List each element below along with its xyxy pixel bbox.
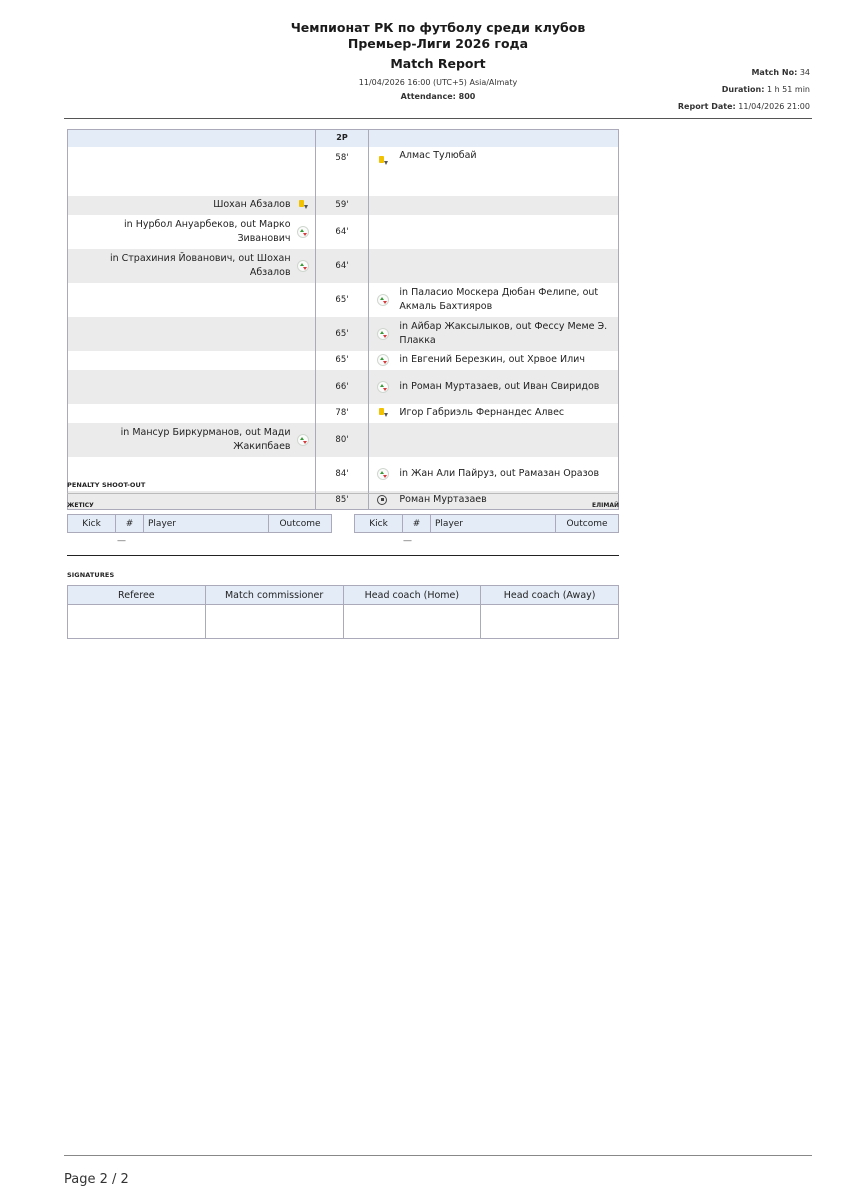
events-header-home: [68, 130, 316, 147]
event-row: [68, 249, 619, 283]
event-home: [68, 283, 316, 317]
competition-title: Чемпионат РК по футболу среди клубов: [290, 20, 586, 35]
penalty-section-title: PENALTY SHOOT-OUT: [67, 481, 146, 489]
event-home: [68, 351, 316, 370]
event-minute: 65': [315, 283, 369, 317]
sig-away-coach-box: [481, 605, 619, 639]
penalty-away-header: [355, 515, 619, 533]
event-away: [369, 147, 619, 196]
event-home: [68, 423, 316, 457]
substitution-icon: [297, 226, 309, 238]
event-away: [369, 283, 619, 317]
event-away-text: Игор Габриэль Фернандес Алвес: [399, 407, 565, 418]
event-home-text: in Мансур Биркурманов, out Мади Жакипбаев: [120, 426, 291, 452]
event-home: [68, 249, 316, 283]
signatures-blank-row: [68, 605, 619, 639]
event-home: [68, 317, 316, 351]
page-number: Page 2 / 2: [64, 1172, 129, 1187]
event-home: [68, 404, 316, 423]
event-minute: 65': [315, 351, 369, 370]
sig-away-coach: Head coach (Away): [481, 586, 619, 605]
col-number: #: [116, 515, 144, 533]
sig-commissioner-box: [205, 605, 343, 639]
event-row: [68, 215, 619, 249]
events-header-period: 2P: [315, 130, 369, 147]
event-away: [369, 457, 619, 491]
event-away: [369, 351, 619, 370]
col-outcome: Outcome: [556, 515, 619, 533]
event-home: [68, 215, 316, 249]
event-home-text: in Нурбол Ануарбеков, out Марко Зиванович: [124, 218, 291, 244]
penalty-away-empty: —: [403, 536, 412, 546]
report-subtitle: Match Report: [390, 56, 486, 71]
event-row: [68, 283, 619, 317]
match-meta: [678, 64, 810, 115]
event-away-text: in Роман Муртазаев, out Иван Свиридов: [399, 380, 600, 392]
penalty-home-header: [68, 515, 332, 533]
event-away-text: in Жан Али Пайруз, out Рамазан Оразов: [399, 467, 600, 479]
event-row: [68, 147, 619, 196]
col-player: Player: [431, 515, 556, 533]
event-away: [369, 317, 619, 351]
col-kick: Kick: [68, 515, 116, 533]
signatures-section-title: SIGNATURES: [67, 571, 115, 579]
events-table: [67, 129, 619, 510]
event-away-text: Роман Муртазаев: [399, 493, 487, 505]
event-away: [369, 370, 619, 404]
event-row: [68, 317, 619, 351]
event-away-text: in Айбар Жаксылыков, out Фессу Меме Э. Плакка: [399, 320, 608, 346]
event-minute: 64': [315, 249, 369, 283]
event-minute: 85': [315, 491, 369, 510]
event-home-text: Шохан Абзалов: [213, 199, 291, 210]
event-minute: 80': [315, 423, 369, 457]
event-away: [369, 196, 619, 215]
events-header-away: [369, 130, 619, 147]
event-minute: 66': [315, 370, 369, 404]
event-away-text: in Евгений Березкин, out Хрвое Илич: [399, 354, 585, 365]
event-minute: 58': [315, 147, 369, 196]
events-header-row: [68, 130, 619, 147]
event-home-text: in Страхиния Йованович, out Шохан Абзалов: [109, 252, 291, 278]
signatures-table: [67, 585, 619, 639]
match-no: Match No: 34: [751, 68, 810, 77]
event-row: [68, 423, 619, 457]
substitution-icon: [377, 294, 389, 306]
yellow-card-icon: [297, 199, 309, 211]
event-away: [369, 215, 619, 249]
sig-referee: Referee: [68, 586, 206, 605]
sig-commissioner: Match commissioner: [205, 586, 343, 605]
event-row: [68, 370, 619, 404]
event-home: [68, 196, 316, 215]
penalty-home-empty: —: [117, 536, 126, 546]
sig-home-coach: Head coach (Home): [343, 586, 481, 605]
substitution-icon: [377, 381, 389, 393]
substitution-icon: [377, 468, 389, 480]
event-minute: 65': [315, 317, 369, 351]
duration: Duration: 1 h 51 min: [721, 85, 810, 94]
match-datetime: 11/04/2026 16:00 (UTC+5) Asia/Almaty: [358, 78, 518, 87]
col-kick: Kick: [355, 515, 403, 533]
substitution-icon: [297, 260, 309, 272]
report-date: Report Date: 11/04/2026 21:00: [677, 102, 810, 111]
event-away: [369, 404, 619, 423]
attendance: Attendance: 800: [400, 92, 476, 101]
event-away-text: in Паласио Москера Дюбан Фелипе, out Акмаль Бахтияров: [399, 286, 599, 312]
report-header: [0, 0, 848, 120]
goal-icon: [377, 495, 387, 505]
footer-divider: [64, 1155, 812, 1156]
competition-title-line2: Премьер-Лиги 2026 года: [347, 36, 529, 51]
event-row: [68, 457, 619, 491]
penalty-home-team: ЖЕТІСУ: [67, 502, 94, 509]
title-block: [238, 20, 638, 101]
event-row: [68, 351, 619, 370]
event-row: [68, 404, 619, 423]
event-away-text: Алмас Тулюбай: [399, 149, 477, 161]
sig-home-coach-box: [343, 605, 481, 639]
col-number: #: [403, 515, 431, 533]
substitution-icon: [377, 328, 389, 340]
event-row: [68, 196, 619, 215]
event-away: [369, 249, 619, 283]
penalty-away-table: [354, 514, 619, 533]
event-home: [68, 147, 316, 196]
header-divider: [64, 118, 812, 119]
event-away: [369, 423, 619, 457]
event-minute: 84': [315, 457, 369, 491]
yellow-card-icon: [377, 407, 389, 419]
penalty-home-table: [67, 514, 332, 533]
substitution-icon: [297, 434, 309, 446]
event-home: [68, 370, 316, 404]
col-outcome: Outcome: [269, 515, 332, 533]
signatures-header-row: [68, 586, 619, 605]
event-minute: 64': [315, 215, 369, 249]
section-divider: [67, 555, 619, 556]
sig-referee-box: [68, 605, 206, 639]
penalty-divider: [67, 493, 619, 494]
col-player: Player: [144, 515, 269, 533]
yellow-card-icon: [377, 155, 389, 167]
event-minute: 78': [315, 404, 369, 423]
substitution-icon: [377, 354, 389, 366]
event-minute: 59': [315, 196, 369, 215]
penalty-away-team: ЕЛІМАЙ: [592, 502, 619, 509]
